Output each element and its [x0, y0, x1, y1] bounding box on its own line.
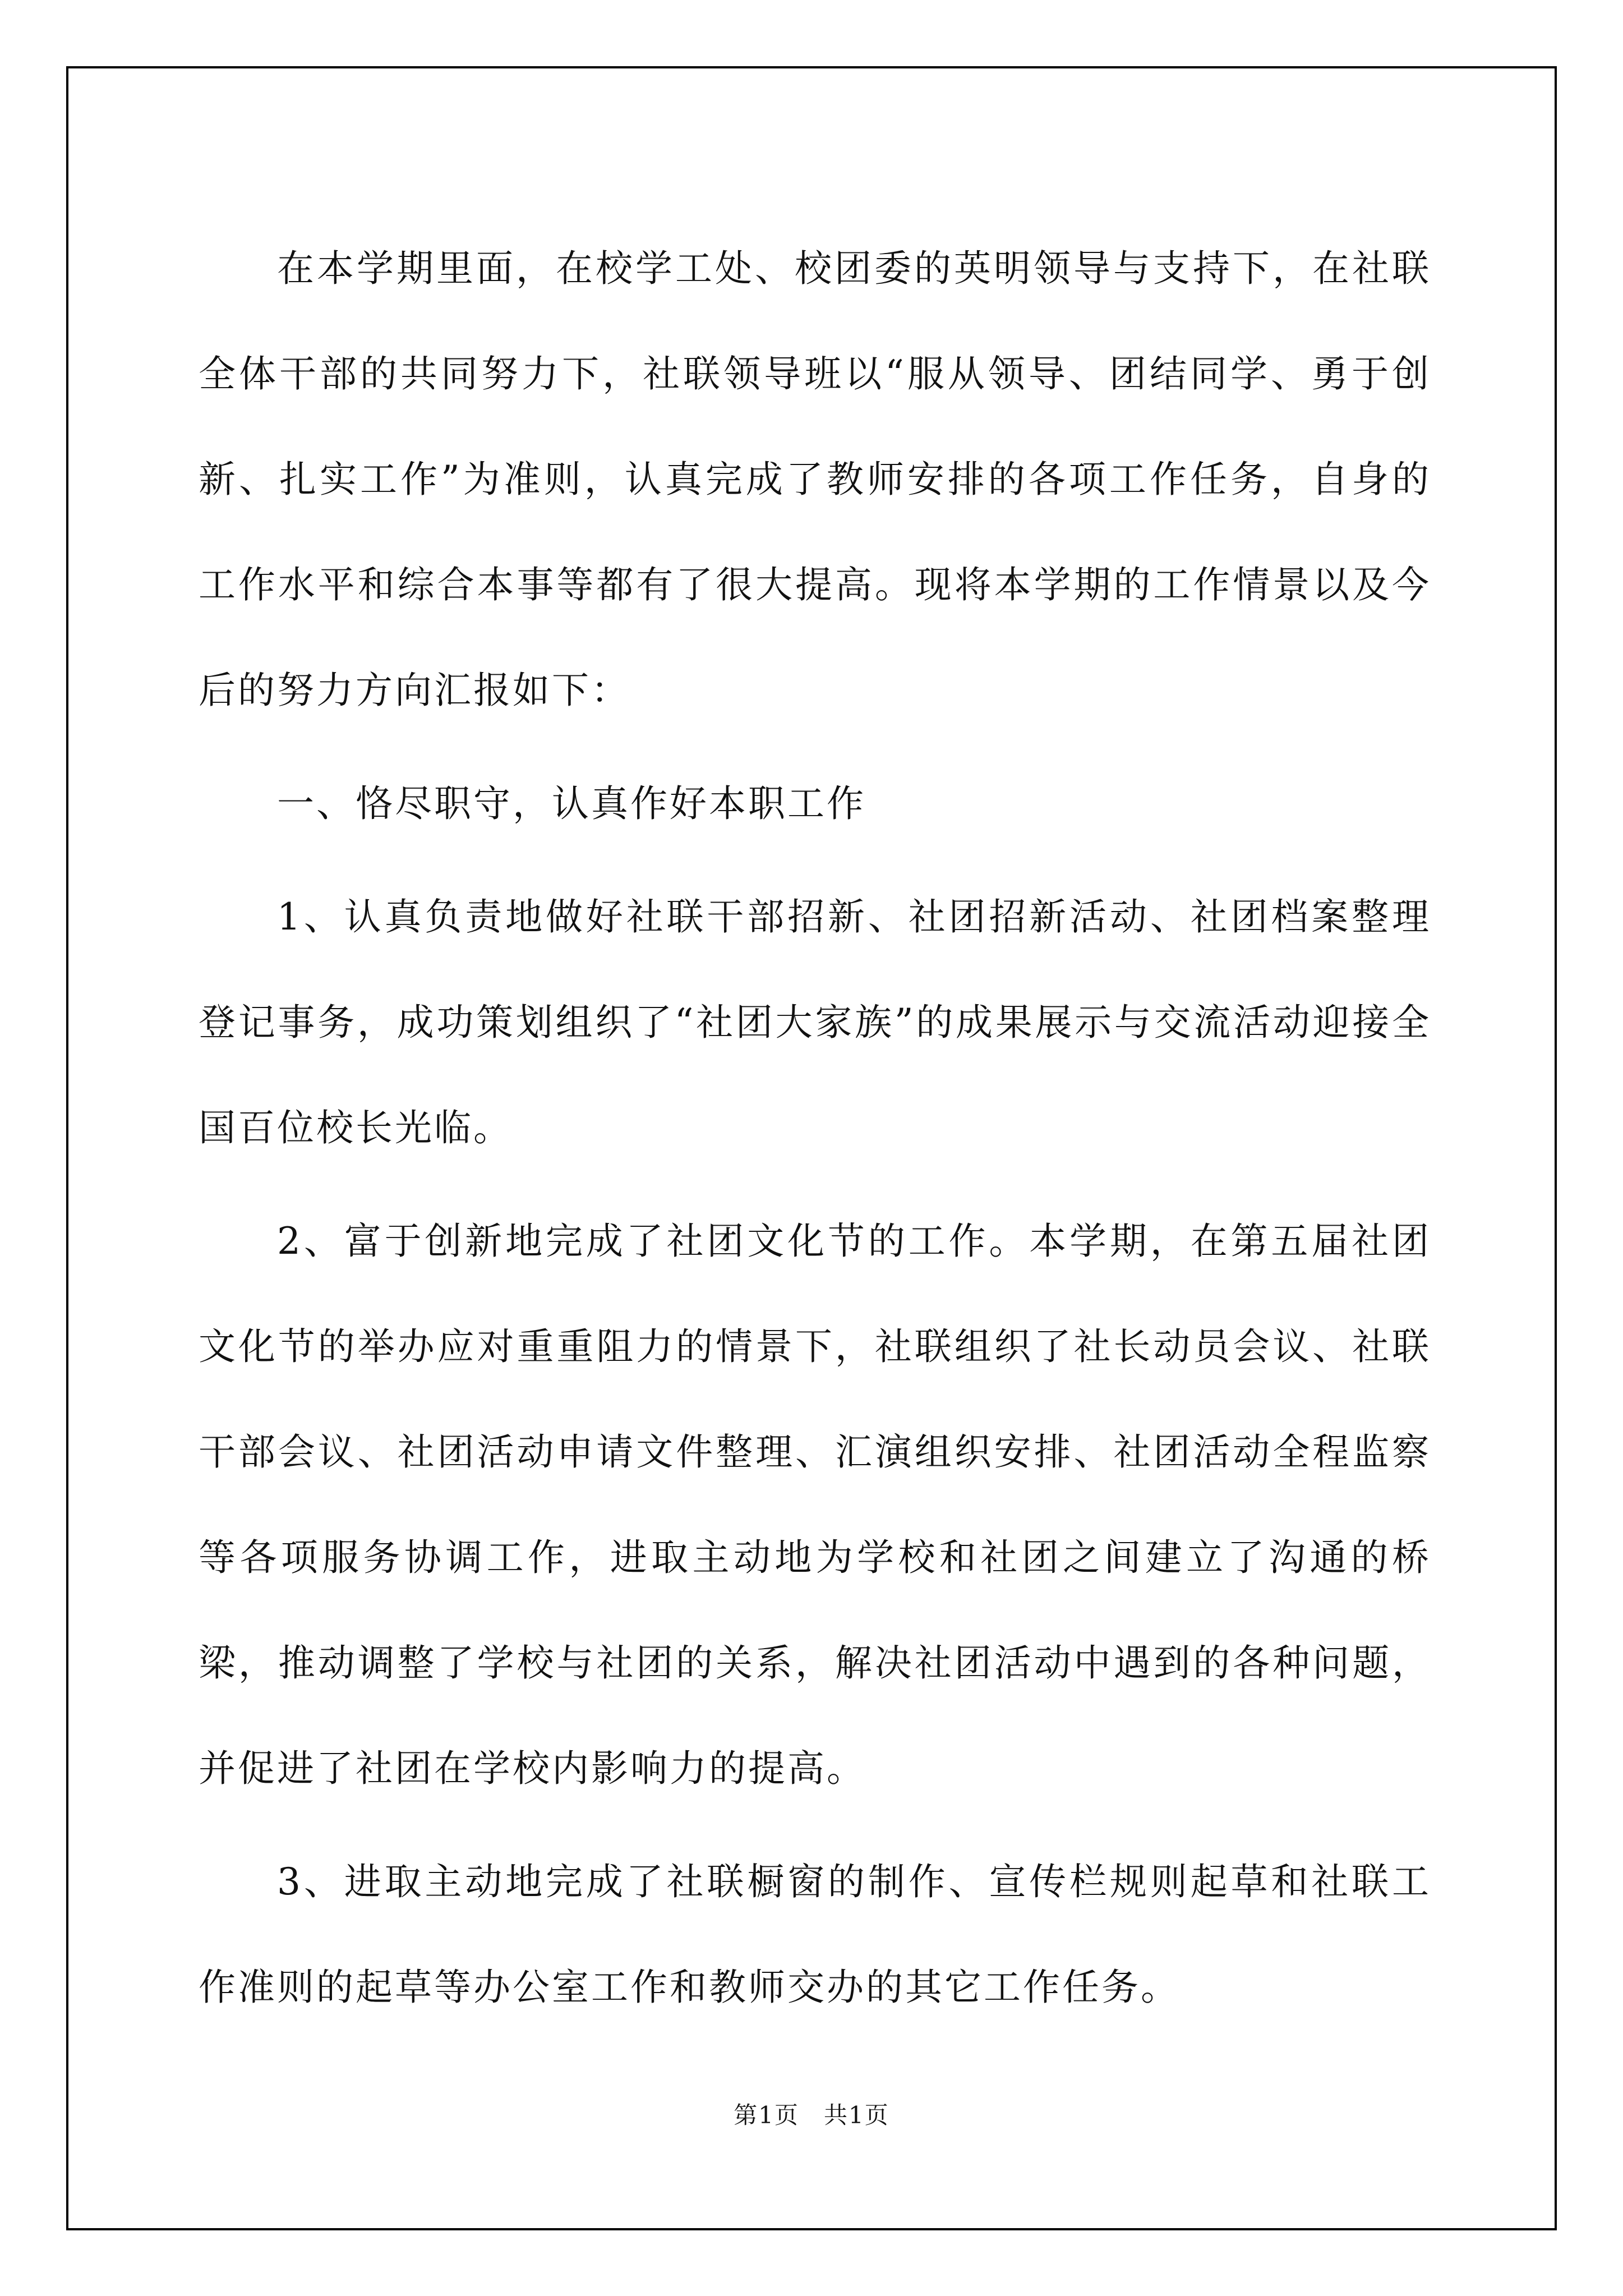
section-heading: 一、恪尽职守，认真作好本职工作: [277, 782, 866, 825]
paragraph-item-1: 1、认真负责地做好社联干部招新、社团招新活动、社团档案整理登记事务，成功策划组织了“社团大家族”的成果展示与交流活动迎接全国百位校长光临。: [199, 895, 1431, 1149]
paragraph-item-3: 3、进取主动地完成了社联橱窗的制作、宣传栏规则起草和社联工作准则的起草等办公室工作和教师交办的其它工作任务。: [199, 1860, 1431, 2009]
paragraph-intro: 在本学期里面，在校学工处、校团委的英明领导与支持下，在社联全体干部的共同努力下，社联领导班以“服从领导、团结同学、勇于创新、扎实工作”为准则，认真完成了教师安排的各项工作任务，自身的工作水平和综合本事等都有了很大提高。现将本学期的工作情景以及今后的努力方向汇报如下：: [199, 247, 1431, 712]
document-body: [199, 216, 1431, 2048]
paragraph-item-2: 2、富于创新地完成了社团文化节的工作。本学期，在第五届社团文化节的举办应对重重阻力的情景下，社联组织了社长动员会议、社联干部会议、社团活动申请文件整理、汇演组织安排、社团活动全程监察等各项服务协调工作，进取主动地为学校和社团之间建立了沟通的桥梁，推动调整了学校与社团的关系，解决社团活动中遇到的各种问题，并促进了社团在学校内影响力的提高。: [199, 1220, 1431, 1790]
page-footer: 第1页 共1页: [734, 2101, 889, 2129]
